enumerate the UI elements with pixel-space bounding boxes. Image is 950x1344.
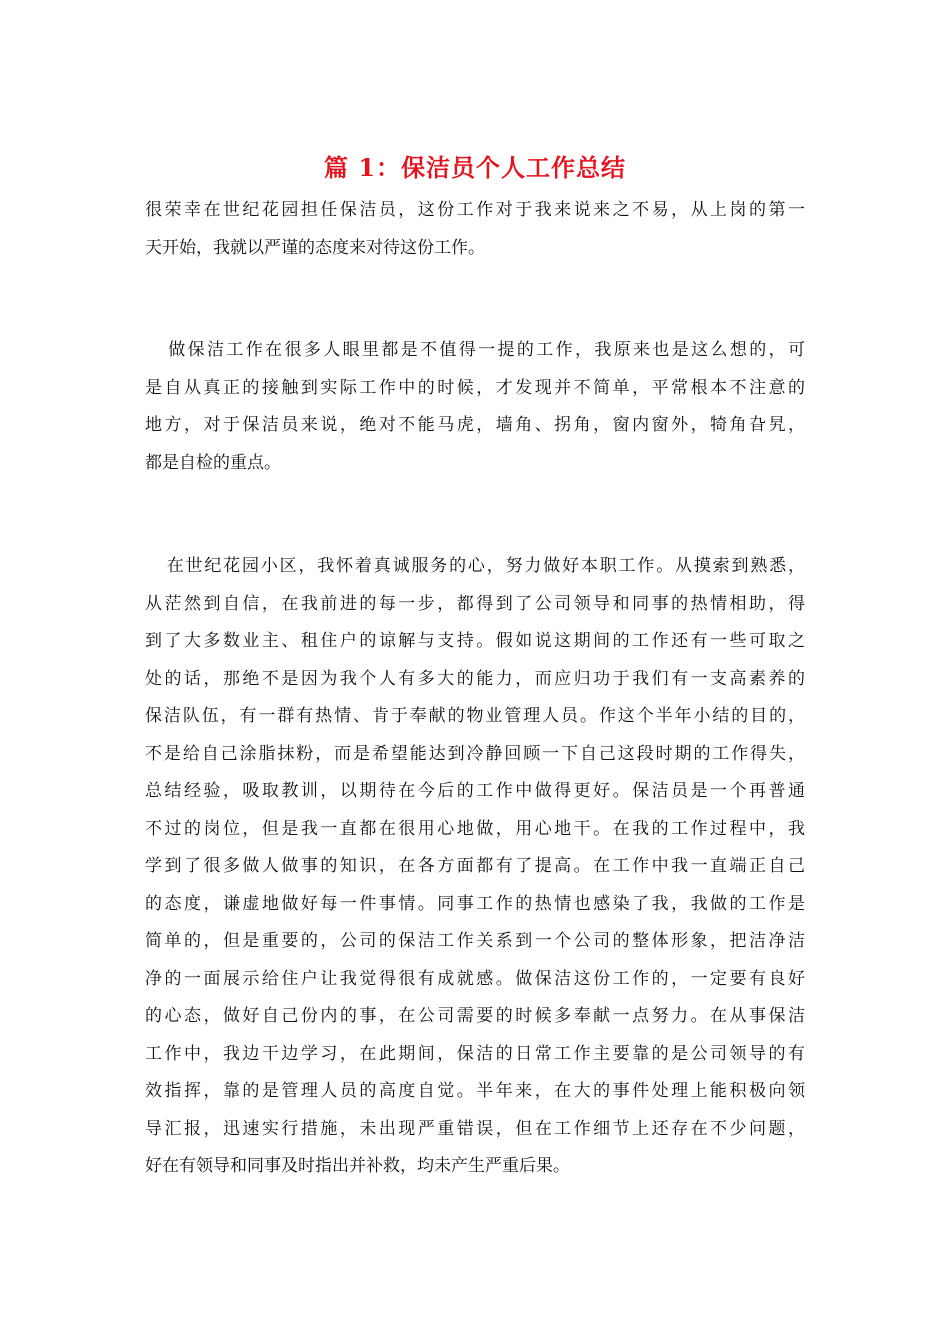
paragraph-line: 从茫然到自信，在我前进的每一步，都得到了公司领导和同事的热情相助，得 (145, 593, 805, 614)
paragraph-line: 效指挥，靠的是管理人员的高度自觉。半年来，在大的事件处理上能积极向领 (145, 1081, 805, 1101)
paragraph-line: 净的一面展示给住户让我觉得很有成就感。做保洁这份工作的，一定要有良好 (145, 968, 805, 989)
paragraph-line: 地方，对于保洁员来说，绝对不能马虎，墙角、拐角，窗内窗外，犄角旮旯， (145, 415, 805, 435)
paragraph-2 (145, 332, 805, 482)
paragraph-line: 导汇报，迅速实行措施，未出现严重错误，但在工作细节上还存在不少问题， (145, 1118, 805, 1139)
paragraph-line: 在世纪花园小区，我怀着真诚服务的心，努力做好本职工作。从摸索到熟悉， (145, 556, 805, 576)
paragraph-line: 处的话，那绝不是因为我个人有多大的能力，而应归功于我们有一支高素养的 (145, 668, 805, 689)
paragraph-line: 学到了很多做人做事的知识，在各方面都有了提高。在工作中我一直端正自己 (145, 856, 805, 876)
paragraph-line: 都是自检的重点。 (145, 452, 281, 473)
paragraph-line: 工作中，我边干边学习，在此期间，保洁的日常工作主要靠的是公司领导的有 (145, 1043, 805, 1064)
document-title: 篇 1：保洁员个人工作总结 (323, 153, 627, 182)
paragraph-line: 的态度，谦虚地做好每一件事情。同事工作的热情也感染了我，我做的工作是 (145, 893, 805, 914)
paragraph-line: 简单的，但是重要的，公司的保洁工作关系到一个公司的整体形象，把洁净洁 (145, 931, 805, 951)
paragraph-1 (145, 192, 805, 267)
paragraph-line: 保洁队伍，有一群有热情、肯于奉献的物业管理人员。作这个半年小结的目的， (145, 706, 805, 726)
paragraph-line: 是自从真正的接触到实际工作中的时候，才发现并不简单，平常根本不注意的 (145, 377, 805, 398)
paragraph-line: 的心态，做好自己份内的事，在公司需要的时候多奉献一点努力。在从事保洁 (145, 1006, 805, 1026)
paragraph-3 (145, 548, 805, 1186)
paragraph-line: 好在有领导和同事及时指出并补救，均未产生严重后果。 (145, 1156, 570, 1176)
paragraph-line: 不过的岗位，但是我一直都在很用心地做，用心地干。在我的工作过程中，我 (145, 818, 805, 839)
paragraph-line: 到了大多数业主、租住户的谅解与支持。假如说这期间的工作还有一些可取之 (145, 631, 805, 651)
paragraph-line: 总结经验，吸取教训，以期待在今后的工作中做得更好。保洁员是一个再普通 (145, 781, 805, 801)
paragraph-line: 很荣幸在世纪花园担任保洁员，这份工作对于我来说来之不易，从上岗的第一 (145, 200, 805, 220)
paragraph-line: 不是给自己涂脂抹粉，而是希望能达到冷静回顾一下自己这段时期的工作得失， (145, 743, 805, 764)
paragraph-line: 做保洁工作在很多人眼里都是不值得一提的工作，我原来也是这么想的，可 (145, 340, 805, 360)
paragraph-line: 天开始，我就以严谨的态度来对待这份工作。 (145, 237, 485, 258)
